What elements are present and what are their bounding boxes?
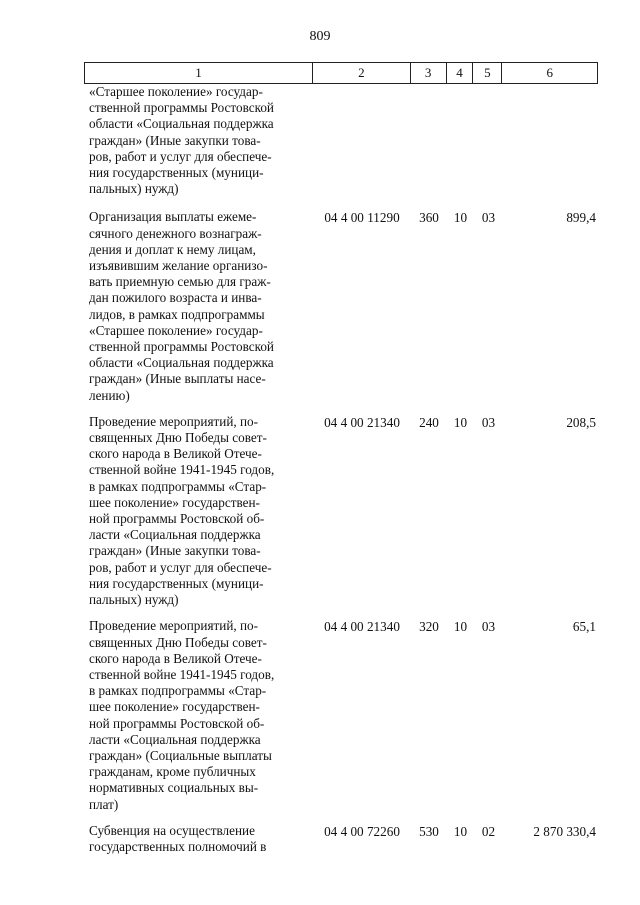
row-subsection: 02 [481,823,496,839]
header-col-6: 6 [546,65,553,80]
row-expense-type: 360 [419,210,439,226]
table-row [84,823,598,855]
table-row [84,209,598,403]
header-col-5: 5 [473,63,502,83]
row-subsection: 03 [481,210,496,226]
row-subsection: 03 [481,414,496,430]
table-row [84,84,598,197]
row-amount [503,84,598,197]
row-section: 10 [453,210,468,226]
page-number: 809 [309,29,331,44]
row-description: «Старшее поколение» государ- ственной программы Ростовской области «Социальная поддержка граждан» (Иные закупки това- ров, работ и услуг для обеспече- ния государственных (муници- пальных) нужд) [89,84,274,197]
header-col-4: 4 [447,63,474,83]
header-col-1: 1 [85,63,313,83]
row-amount: 899,4 [566,210,596,226]
row-section: 10 [453,619,468,635]
table-body [84,84,598,865]
row-expense-type: 240 [419,414,439,430]
row-description: Проведение мероприятий, по- священных Дню Победы совет- ского народа в Великой Отече- ственной войне 1941-1945 годов, в рамках подпрограммы «Стар- шее поколение» государствен- ной программы Ростовской об- ласти «Социальная поддержка граждан» (Социальные выплаты гражданам, кроме публичных нормативных социальных вы- плат) [89,618,275,812]
table-header [84,62,598,84]
row-section: 10 [453,414,468,430]
header-col-2: 2 [313,63,411,83]
row-code: 04 4 00 11290 [324,210,400,226]
table-row [84,414,598,608]
row-amount: 2 870 330,4 [533,823,596,839]
row-description: Организация выплаты ежеме- сячного денежного вознаграж- дения и доплат к нему лицам, изъявившим желание организо- вать приемную семью для граж- дан пожилого возраста и инва- лидов, в рамках подпрограммы «Старшее поколение» государ- ственной программы Ростовской области «Социальная поддержка граждан» (Иные выплаты насе- лению) [89,209,274,403]
row-code [313,84,411,197]
row-expense-type [411,84,447,197]
row-subsection [474,84,503,197]
row-code: 04 4 00 72260 [324,823,400,839]
row-description: Проведение мероприятий, по- священных Дню Победы совет- ского народа в Великой Отече- ственной войне 1941-1945 годов, в рамках подпрограммы «Стар- шее поколение» государствен- ной программы Ростовской об- ласти «Социальная поддержка граждан» (Иные закупки това- ров, работ и услуг для обеспече- ния государственных (муници- пальных) нужд) [89,413,275,608]
row-code: 04 4 00 21340 [324,619,400,635]
row-expense-type: 320 [419,619,439,635]
header-col-3: 3 [411,63,447,83]
row-section: 10 [453,823,468,839]
row-subsection: 03 [481,619,496,635]
row-expense-type: 530 [419,823,439,839]
row-amount: 65,1 [572,619,596,635]
row-section [447,84,474,197]
row-description: Субвенция на осуществление государственных полномочий в [89,822,267,854]
table-row [84,618,598,812]
row-amount: 208,5 [566,414,596,430]
row-code: 04 4 00 21340 [324,414,400,430]
